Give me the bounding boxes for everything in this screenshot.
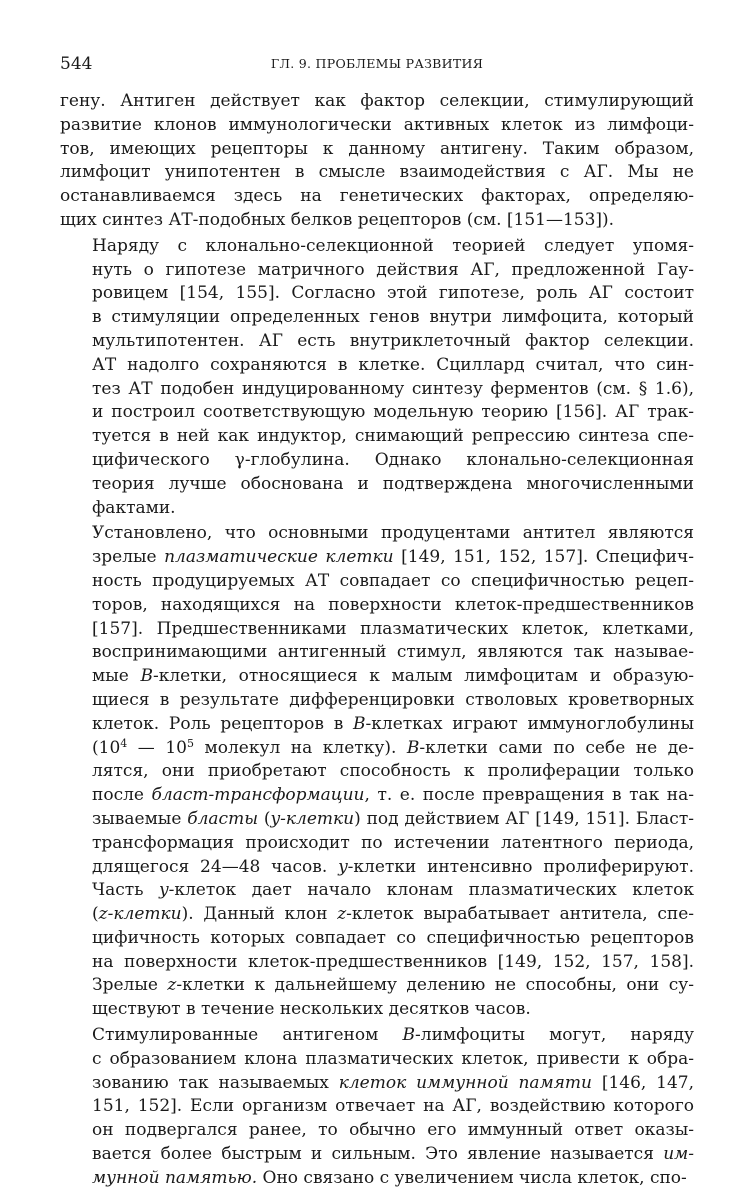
text-run: щих синтез АТ-подобных белков рецепторов (см. [151—153]).: [60, 209, 615, 230]
text-line: [60, 330, 694, 354]
text-run: тов, имеющих рецепторы к данному антигену. Таким образом,: [60, 138, 694, 159]
text-line: [60, 185, 694, 209]
text-run: -клеток дает начало клонам плазматических клеток: [168, 880, 694, 901]
italic-term: B: [140, 666, 153, 687]
text-line: [60, 665, 694, 689]
text-run: ). Данный клон: [181, 904, 338, 925]
paragraph: [60, 522, 694, 1022]
text-line: [60, 259, 694, 283]
italic-term: B: [402, 1025, 416, 1046]
text-run: мые: [92, 666, 141, 687]
text-line: [60, 951, 694, 975]
text-run: зрелые: [92, 547, 165, 568]
page-number: 544: [60, 54, 93, 74]
text-run: развитие клонов иммунологически активных клеток из лимфоци-: [60, 114, 694, 135]
text-run: торов, находящихся на поверхности клеток-предшественников: [92, 594, 694, 615]
text-run: Оно связано с увеличением числа клеток, спо-: [257, 1167, 687, 1188]
text-run: [149, 151, 152, 157]. Специфич-: [393, 547, 694, 568]
text-line: [60, 1048, 694, 1072]
text-run: зованию так называемых: [92, 1072, 339, 1093]
paragraph: [60, 1024, 694, 1191]
text-run: Зрелые: [92, 975, 168, 996]
text-line: [60, 570, 694, 594]
text-line: [60, 473, 694, 497]
text-run: [157]. Предшественниками плазматических клеток, клетками,: [92, 618, 694, 639]
italic-term: z: [167, 975, 177, 996]
superscript: 4: [120, 736, 128, 750]
text-run: Установлено, что основными продуцентами антител являются: [92, 523, 694, 544]
text-run: вается более быстрым и сильным. Это явление называется: [92, 1144, 664, 1165]
italic-term: бласт-трансформации: [151, 785, 365, 806]
text-run: щиеся в результате дифференцировки стволовых кроветворных: [92, 689, 694, 710]
italic-term: им-: [663, 1144, 694, 1165]
text-line: [60, 114, 694, 138]
text-line: [60, 282, 694, 306]
text-run: воспринимающими антигенный стимул, являются так называе-: [92, 642, 694, 663]
text-line: [60, 138, 694, 162]
italic-term: y: [338, 856, 348, 877]
text-run: -клетках играют иммуноглобулины: [365, 713, 694, 734]
text-line: [60, 713, 694, 737]
paragraph: [60, 90, 694, 233]
text-run: -клетки интенсивно пролиферируют.: [347, 856, 694, 877]
text-line: [60, 808, 694, 832]
text-line: [60, 998, 694, 1022]
text-line: [60, 879, 694, 903]
text-run: мультипотентен. АГ есть внутриклеточный фактор селекции.: [92, 330, 694, 351]
text-run: цифичность которых совпадает со специфичностью рецепторов: [92, 927, 694, 948]
text-run: -клетки к дальнейшему делению не способны, они су-: [176, 975, 694, 996]
text-line: [60, 235, 694, 259]
text-run: -клеток вырабатывает антитела, спе-: [346, 904, 695, 925]
text-run: с образованием клона плазматических клеток, привести к обра-: [92, 1048, 694, 1069]
text-line: [60, 1167, 694, 1191]
italic-term: клеток иммунной памяти: [338, 1072, 592, 1093]
text-line: [60, 161, 694, 185]
italic-term: B: [353, 713, 366, 734]
text-run: теория лучше обоснована и подтверждена многочисленными: [92, 473, 694, 494]
text-run: ) под действием АГ [149, 151]. Бласт-: [354, 808, 694, 829]
page-header: [60, 50, 694, 80]
text-line: [60, 689, 694, 713]
text-line: [60, 209, 694, 233]
text-run: фактами.: [92, 497, 176, 518]
paragraph: [60, 235, 694, 521]
italic-term: z: [337, 904, 347, 925]
italic-term: мунной памятью.: [92, 1167, 258, 1188]
text-run: -клетки сами по себе не де-: [419, 737, 694, 758]
text-run: Стимулированные антигеном: [92, 1025, 403, 1046]
text-run: -клетки, относящиеся к малым лимфоцитам и образую-: [153, 666, 695, 687]
text-run: останавливаемся здесь на генетических факторах, определяю-: [60, 186, 694, 207]
text-line: [60, 760, 694, 784]
text-run: -лимфоциты могут, наряду: [415, 1025, 694, 1046]
text-line: [60, 903, 694, 927]
text-run: трансформация происходит по истечении латентного периода,: [92, 832, 694, 853]
text-line: [60, 1024, 694, 1048]
text-line: [60, 641, 694, 665]
text-line: [60, 497, 694, 521]
book-page: [60, 50, 694, 1191]
text-line: [60, 832, 694, 856]
text-run: ность продуцируемых АТ совпадает со специфичностью рецеп-: [92, 570, 694, 591]
text-line: [60, 401, 694, 425]
italic-term: y-клетки: [270, 808, 355, 829]
text-line: [60, 306, 694, 330]
text-line: [60, 927, 694, 951]
text-run: гену. Антиген действует как фактор селекции, стимулирующий: [60, 91, 694, 111]
text-run: в стимуляции определенных генов внутри лимфоцита, который: [92, 307, 694, 328]
text-run: нуть о гипотезе матричного действия АГ, предложенной Гау-: [92, 259, 694, 280]
italic-term: B: [406, 737, 420, 758]
text-run: молекул на клетку).: [193, 737, 407, 758]
text-run: тез АТ подобен индуцированному синтезу ферментов (см. § 1.6),: [92, 378, 694, 399]
text-run: он подвергался ранее, то обычно его иммунный ответ оказы-: [92, 1120, 694, 1141]
text-run: 151, 152]. Если организм отвечает на АГ, воздействию которого: [92, 1096, 694, 1117]
running-title: ГЛ. 9. ПРОБЛЕМЫ РАЗВИТИЯ: [270, 56, 484, 71]
text-run: ровицем [154, 155]. Согласно этой гипотезе, роль АГ состоит: [92, 283, 694, 304]
text-run: длящегося 24—48 часов.: [92, 856, 339, 877]
body-text: [60, 90, 694, 1191]
text-run: клеток. Роль рецепторов в: [92, 713, 354, 734]
text-run: лимфоцит унипотентен в смысле взаимодействия с АГ. Мы не: [60, 162, 694, 183]
text-line: [60, 618, 694, 642]
text-run: зываемые: [92, 808, 188, 829]
text-run: и построил соответствующую модельную теорию [156]. АГ трак-: [92, 402, 694, 423]
text-run: , т. е. после превращения в так на-: [364, 785, 694, 806]
text-run: (: [258, 808, 271, 829]
text-line: [60, 1095, 694, 1119]
text-line: [60, 1072, 694, 1096]
text-run: на поверхности клеток-предшественников [149, 152, 157, 158].: [92, 951, 694, 972]
text-line: [60, 449, 694, 473]
italic-term: плазматические клетки: [164, 547, 394, 568]
text-run: АТ надолго сохраняются в клетке. Сциллард считал, что син-: [92, 354, 694, 375]
text-line: [60, 737, 694, 761]
text-run: (10: [92, 737, 121, 758]
text-run: Наряду с клонально-селекционной теорией следует упомя-: [92, 235, 694, 256]
italic-term: y: [159, 880, 169, 901]
text-run: после: [92, 785, 152, 806]
text-line: [60, 856, 694, 880]
text-run: [146, 147,: [592, 1072, 694, 1093]
text-line: [60, 1143, 694, 1167]
text-line: [60, 425, 694, 449]
italic-term: z-клетки: [98, 904, 182, 925]
text-line: [60, 378, 694, 402]
text-run: — 10: [127, 737, 187, 758]
text-line: [60, 90, 694, 114]
text-run: лятся, они приобретают способность к пролиферации только: [92, 761, 694, 782]
text-run: Часть: [92, 880, 160, 901]
text-line: [60, 522, 694, 546]
italic-term: бласты: [187, 808, 259, 829]
text-line: [60, 546, 694, 570]
text-run: туется в ней как индуктор, снимающий репрессию синтеза спе-: [92, 426, 694, 447]
text-run: (: [92, 904, 99, 925]
text-run: цифического γ-глобулина. Однако клонально-селекционная: [92, 449, 694, 470]
superscript: 5: [186, 736, 194, 750]
text-line: [60, 974, 694, 998]
text-line: [60, 784, 694, 808]
text-run: ществуют в течение нескольких десятков часов.: [92, 999, 531, 1020]
text-line: [60, 354, 694, 378]
text-line: [60, 1119, 694, 1143]
text-line: [60, 594, 694, 618]
